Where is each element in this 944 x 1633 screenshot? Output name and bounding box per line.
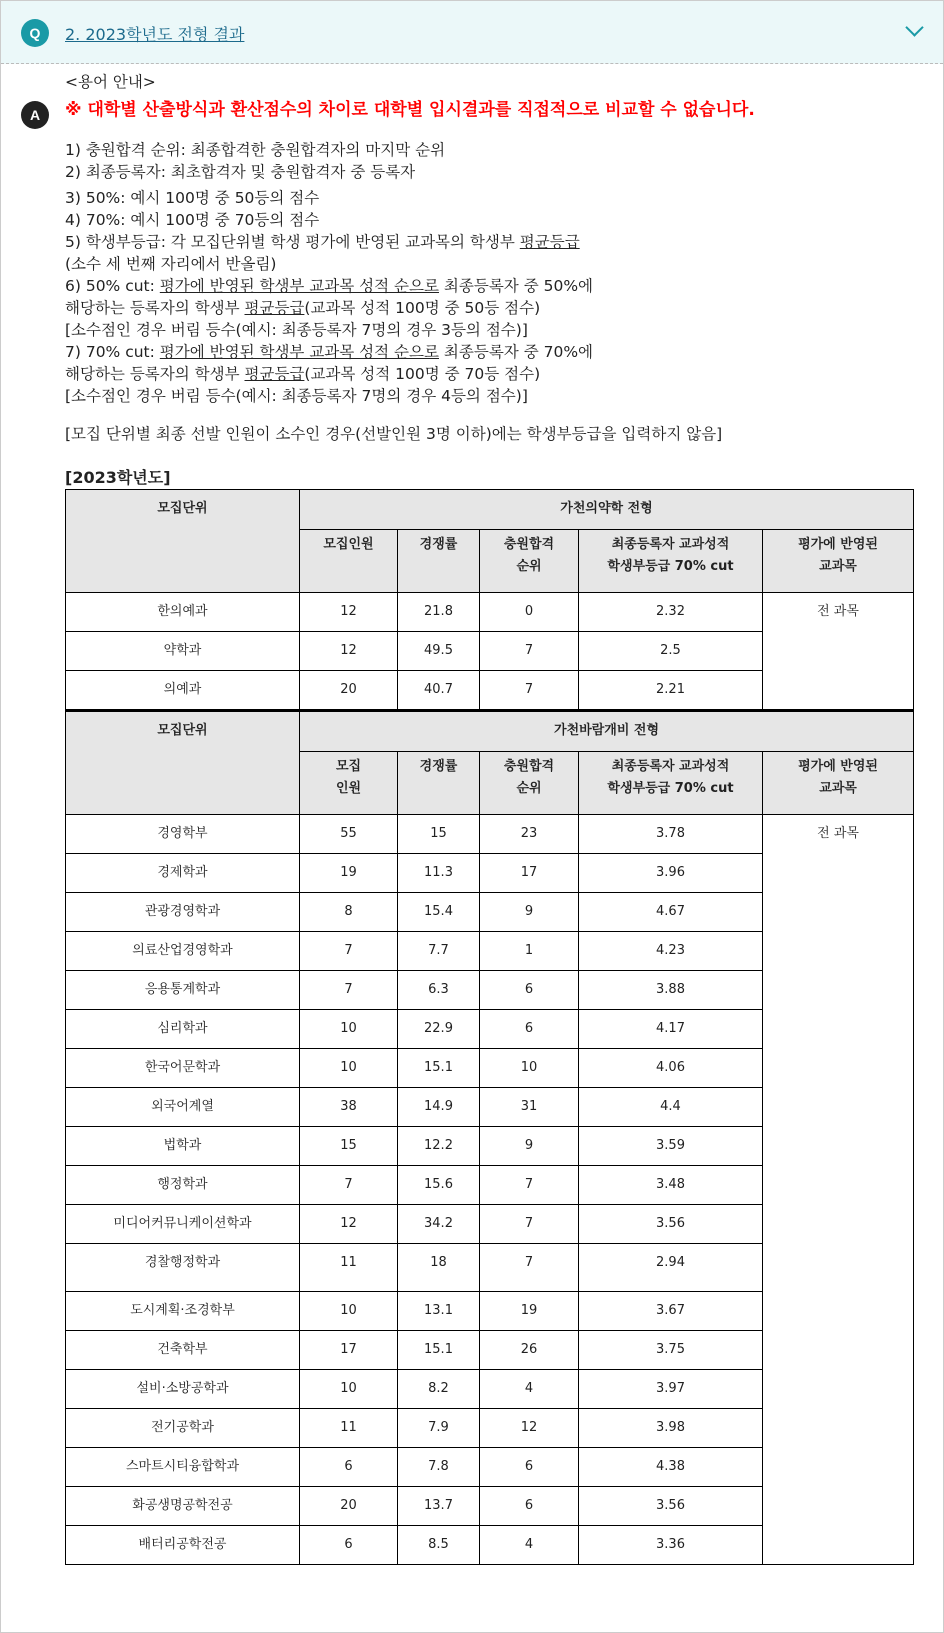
cell: 15 — [300, 1126, 398, 1165]
cell: 21.8 — [398, 593, 480, 632]
subjects-cell: 전 과목 — [763, 593, 914, 710]
cell: 19 — [480, 1291, 579, 1330]
cell: 1 — [480, 931, 579, 970]
chevron-down-icon[interactable] — [905, 18, 923, 36]
cell: 12 — [300, 1204, 398, 1243]
cell: 3.88 — [579, 970, 763, 1009]
line — [65, 231, 925, 253]
cell: 20 — [300, 1486, 398, 1525]
line: 3) 50%: 예시 100명 중 50등의 점수 — [65, 189, 320, 207]
cell: 15.6 — [398, 1165, 480, 1204]
cell: 7 — [480, 632, 579, 671]
cell: 10 — [300, 1291, 398, 1330]
cell: 미디어커뮤니케이션학과 — [66, 1204, 300, 1243]
cell: 7 — [480, 1165, 579, 1204]
cell: 7 — [480, 1243, 579, 1291]
cell: 2.94 — [579, 1243, 763, 1291]
column-header: 모집 인원 — [300, 751, 398, 814]
line: [소수점인 경우 버림 등수(예시: 최종등록자 7명의 경우 3등의 점수)] — [65, 321, 528, 339]
cell: 8.5 — [398, 1525, 480, 1564]
cell: 11.3 — [398, 853, 480, 892]
cell: 스마트시티융합학과 — [66, 1447, 300, 1486]
cell: 0 — [480, 593, 579, 632]
line: [소수점인 경우 버림 등수(예시: 최종등록자 7명의 경우 4등의 점수)] — [65, 387, 528, 405]
cell: 3.56 — [579, 1204, 763, 1243]
cell: 4.06 — [579, 1048, 763, 1087]
cell: 건축학부 — [66, 1330, 300, 1369]
results-table-baramgaebi — [65, 710, 914, 1565]
cell: 40.7 — [398, 671, 480, 710]
cell: 경영학부 — [66, 814, 300, 853]
cell: 행정학과 — [66, 1165, 300, 1204]
cell: 한국어문학과 — [66, 1048, 300, 1087]
cell: 6.3 — [398, 970, 480, 1009]
cell: 전기공학과 — [66, 1408, 300, 1447]
t: 평균등급 — [244, 299, 305, 317]
column-header: 평가에 반영된 교과목 — [763, 751, 914, 814]
cell: 2.5 — [579, 632, 763, 671]
cell: 11 — [300, 1408, 398, 1447]
cell: 의예과 — [66, 671, 300, 710]
cell: 경찰행정학과 — [66, 1243, 300, 1291]
t: 평균등급 — [519, 233, 580, 251]
cell: 15.1 — [398, 1048, 480, 1087]
cell: 3.78 — [579, 814, 763, 853]
cell: 19 — [300, 853, 398, 892]
cell: 15.1 — [398, 1330, 480, 1369]
cell: 7 — [300, 931, 398, 970]
line: 2) 최종등록자: 최초합격자 및 충원합격자 중 등록자 — [65, 163, 416, 181]
cell: 2.21 — [579, 671, 763, 710]
question-header[interactable] — [1, 1, 943, 64]
cell: 18 — [398, 1243, 480, 1291]
cell: 6 — [480, 1486, 579, 1525]
cell: 6 — [300, 1525, 398, 1564]
t: 7) 70% cut: — [65, 343, 160, 361]
cell: 6 — [480, 1009, 579, 1048]
cell: 4.38 — [579, 1447, 763, 1486]
cell: 7 — [300, 1165, 398, 1204]
header-unit: 모집단위 — [66, 711, 300, 814]
cell: 10 — [480, 1048, 579, 1087]
cell: 7 — [480, 671, 579, 710]
cell: 6 — [480, 970, 579, 1009]
cell: 배터리공학전공 — [66, 1525, 300, 1564]
cell: 13.1 — [398, 1291, 480, 1330]
cell: 3.48 — [579, 1165, 763, 1204]
cell: 4 — [480, 1369, 579, 1408]
cell: 12 — [480, 1408, 579, 1447]
t: 5) 학생부등급: 각 모집단위별 학생 평가에 반영된 교과목의 학생부 — [65, 233, 520, 251]
t: 평가에 반영된 학생부 교과목 성적 순으로 — [159, 343, 439, 361]
cell: 9 — [480, 1126, 579, 1165]
cell: 12 — [300, 593, 398, 632]
cell: 경제학과 — [66, 853, 300, 892]
t: 해당하는 등록자의 학생부 — [65, 365, 245, 383]
table-row — [66, 593, 914, 632]
t: 평균등급 — [244, 365, 305, 383]
cell: 10 — [300, 1369, 398, 1408]
cell: 설비·소방공학과 — [66, 1369, 300, 1408]
cell: 3.97 — [579, 1369, 763, 1408]
question-badge: Q — [21, 19, 49, 47]
cell: 11 — [300, 1243, 398, 1291]
cell: 26 — [480, 1330, 579, 1369]
cell: 3.98 — [579, 1408, 763, 1447]
cell: 13.7 — [398, 1486, 480, 1525]
t: 최종등록자 중 50%에 — [438, 277, 594, 295]
cell: 14.9 — [398, 1087, 480, 1126]
column-header: 경쟁률 — [398, 751, 480, 814]
cell: 9 — [480, 892, 579, 931]
cell: 4.4 — [579, 1087, 763, 1126]
line: (소수 세 번째 자리에서 반올림) — [65, 255, 277, 273]
cell: 6 — [480, 1447, 579, 1486]
cell: 12.2 — [398, 1126, 480, 1165]
results-table-medical — [65, 489, 914, 710]
line — [65, 341, 925, 363]
cell: 3.36 — [579, 1525, 763, 1564]
cell: 7 — [480, 1204, 579, 1243]
cell: 7.7 — [398, 931, 480, 970]
column-header: 모집인원 — [300, 530, 398, 593]
cell: 15.4 — [398, 892, 480, 931]
column-header: 충원합격 순위 — [480, 530, 579, 593]
cell: 외국어계열 — [66, 1087, 300, 1126]
t: 평가에 반영된 학생부 교과목 성적 순으로 — [159, 277, 439, 295]
t: 최종등록자 중 70%에 — [438, 343, 594, 361]
cell: 심리학과 — [66, 1009, 300, 1048]
cell: 관광경영학과 — [66, 892, 300, 931]
cell: 38 — [300, 1087, 398, 1126]
cell: 3.67 — [579, 1291, 763, 1330]
cell: 49.5 — [398, 632, 480, 671]
t: 해당하는 등록자의 학생부 — [65, 299, 245, 317]
line: 1) 충원합격 순위: 최종합격한 충원합격자의 마지막 순위 — [65, 141, 446, 159]
cell: 34.2 — [398, 1204, 480, 1243]
question-title-link[interactable]: 2. 2023학년도 전형 결과 — [65, 25, 245, 44]
cell: 12 — [300, 632, 398, 671]
t: (교과목 성적 100명 중 50등 점수) — [304, 299, 541, 317]
line: 4) 70%: 예시 100명 중 70등의 점수 — [65, 211, 320, 229]
cell: 도시계획·조경학부 — [66, 1291, 300, 1330]
cell: 화공생명공학전공 — [66, 1486, 300, 1525]
cell: 3.59 — [579, 1126, 763, 1165]
t: 6) 50% cut: — [65, 277, 160, 295]
cell: 3.96 — [579, 853, 763, 892]
cell: 약학과 — [66, 632, 300, 671]
cell: 17 — [480, 853, 579, 892]
cell: 22.9 — [398, 1009, 480, 1048]
cell: 4.67 — [579, 892, 763, 931]
cell: 6 — [300, 1447, 398, 1486]
header-type: 가천바람개비 전형 — [300, 711, 914, 751]
cell: 10 — [300, 1048, 398, 1087]
header-unit: 모집단위 — [66, 490, 300, 593]
table-row — [66, 814, 914, 853]
cell: 31 — [480, 1087, 579, 1126]
line — [65, 275, 925, 297]
column-header: 최종등록자 교과성적 학생부등급 70% cut — [579, 530, 763, 593]
cell: 17 — [300, 1330, 398, 1369]
cell: 한의예과 — [66, 593, 300, 632]
t: (교과목 성적 100명 중 70등 점수) — [304, 365, 541, 383]
column-header: 경쟁률 — [398, 530, 480, 593]
answer-badge: A — [21, 101, 49, 129]
cell: 4.17 — [579, 1009, 763, 1048]
warning-text: ※ 대학별 산출방식과 환산점수의 차이로 대학별 입시결과를 직접적으로 비교할 수 없습니다. — [65, 100, 755, 120]
subjects-cell: 전 과목 — [763, 814, 914, 1564]
header-type: 가천의약학 전형 — [300, 490, 914, 530]
column-header: 충원합격 순위 — [480, 751, 579, 814]
cell: 3.75 — [579, 1330, 763, 1369]
year-heading: [2023학년도] — [65, 468, 171, 487]
cell: 3.56 — [579, 1486, 763, 1525]
cell: 4 — [480, 1525, 579, 1564]
note: [모집 단위별 최종 선발 인원이 소수인 경우(선발인원 3명 이하)에는 학생부등급을 입력하지 않음] — [65, 425, 723, 443]
cell: 23 — [480, 814, 579, 853]
cell: 10 — [300, 1009, 398, 1048]
cell: 7 — [300, 970, 398, 1009]
cell: 응용통계학과 — [66, 970, 300, 1009]
cell: 8 — [300, 892, 398, 931]
cell: 2.32 — [579, 593, 763, 632]
cell: 4.23 — [579, 931, 763, 970]
line — [65, 363, 925, 385]
line — [65, 297, 925, 319]
column-header: 최종등록자 교과성적 학생부등급 70% cut — [579, 751, 763, 814]
answer-content — [65, 71, 925, 1565]
cell: 의료산업경영학과 — [66, 931, 300, 970]
cell: 15 — [398, 814, 480, 853]
terms-heading: <용어 안내> — [65, 73, 156, 91]
cell: 8.2 — [398, 1369, 480, 1408]
cell: 55 — [300, 814, 398, 853]
cell: 20 — [300, 671, 398, 710]
column-header: 평가에 반영된 교과목 — [763, 530, 914, 593]
cell: 법학과 — [66, 1126, 300, 1165]
cell: 7.9 — [398, 1408, 480, 1447]
cell: 7.8 — [398, 1447, 480, 1486]
